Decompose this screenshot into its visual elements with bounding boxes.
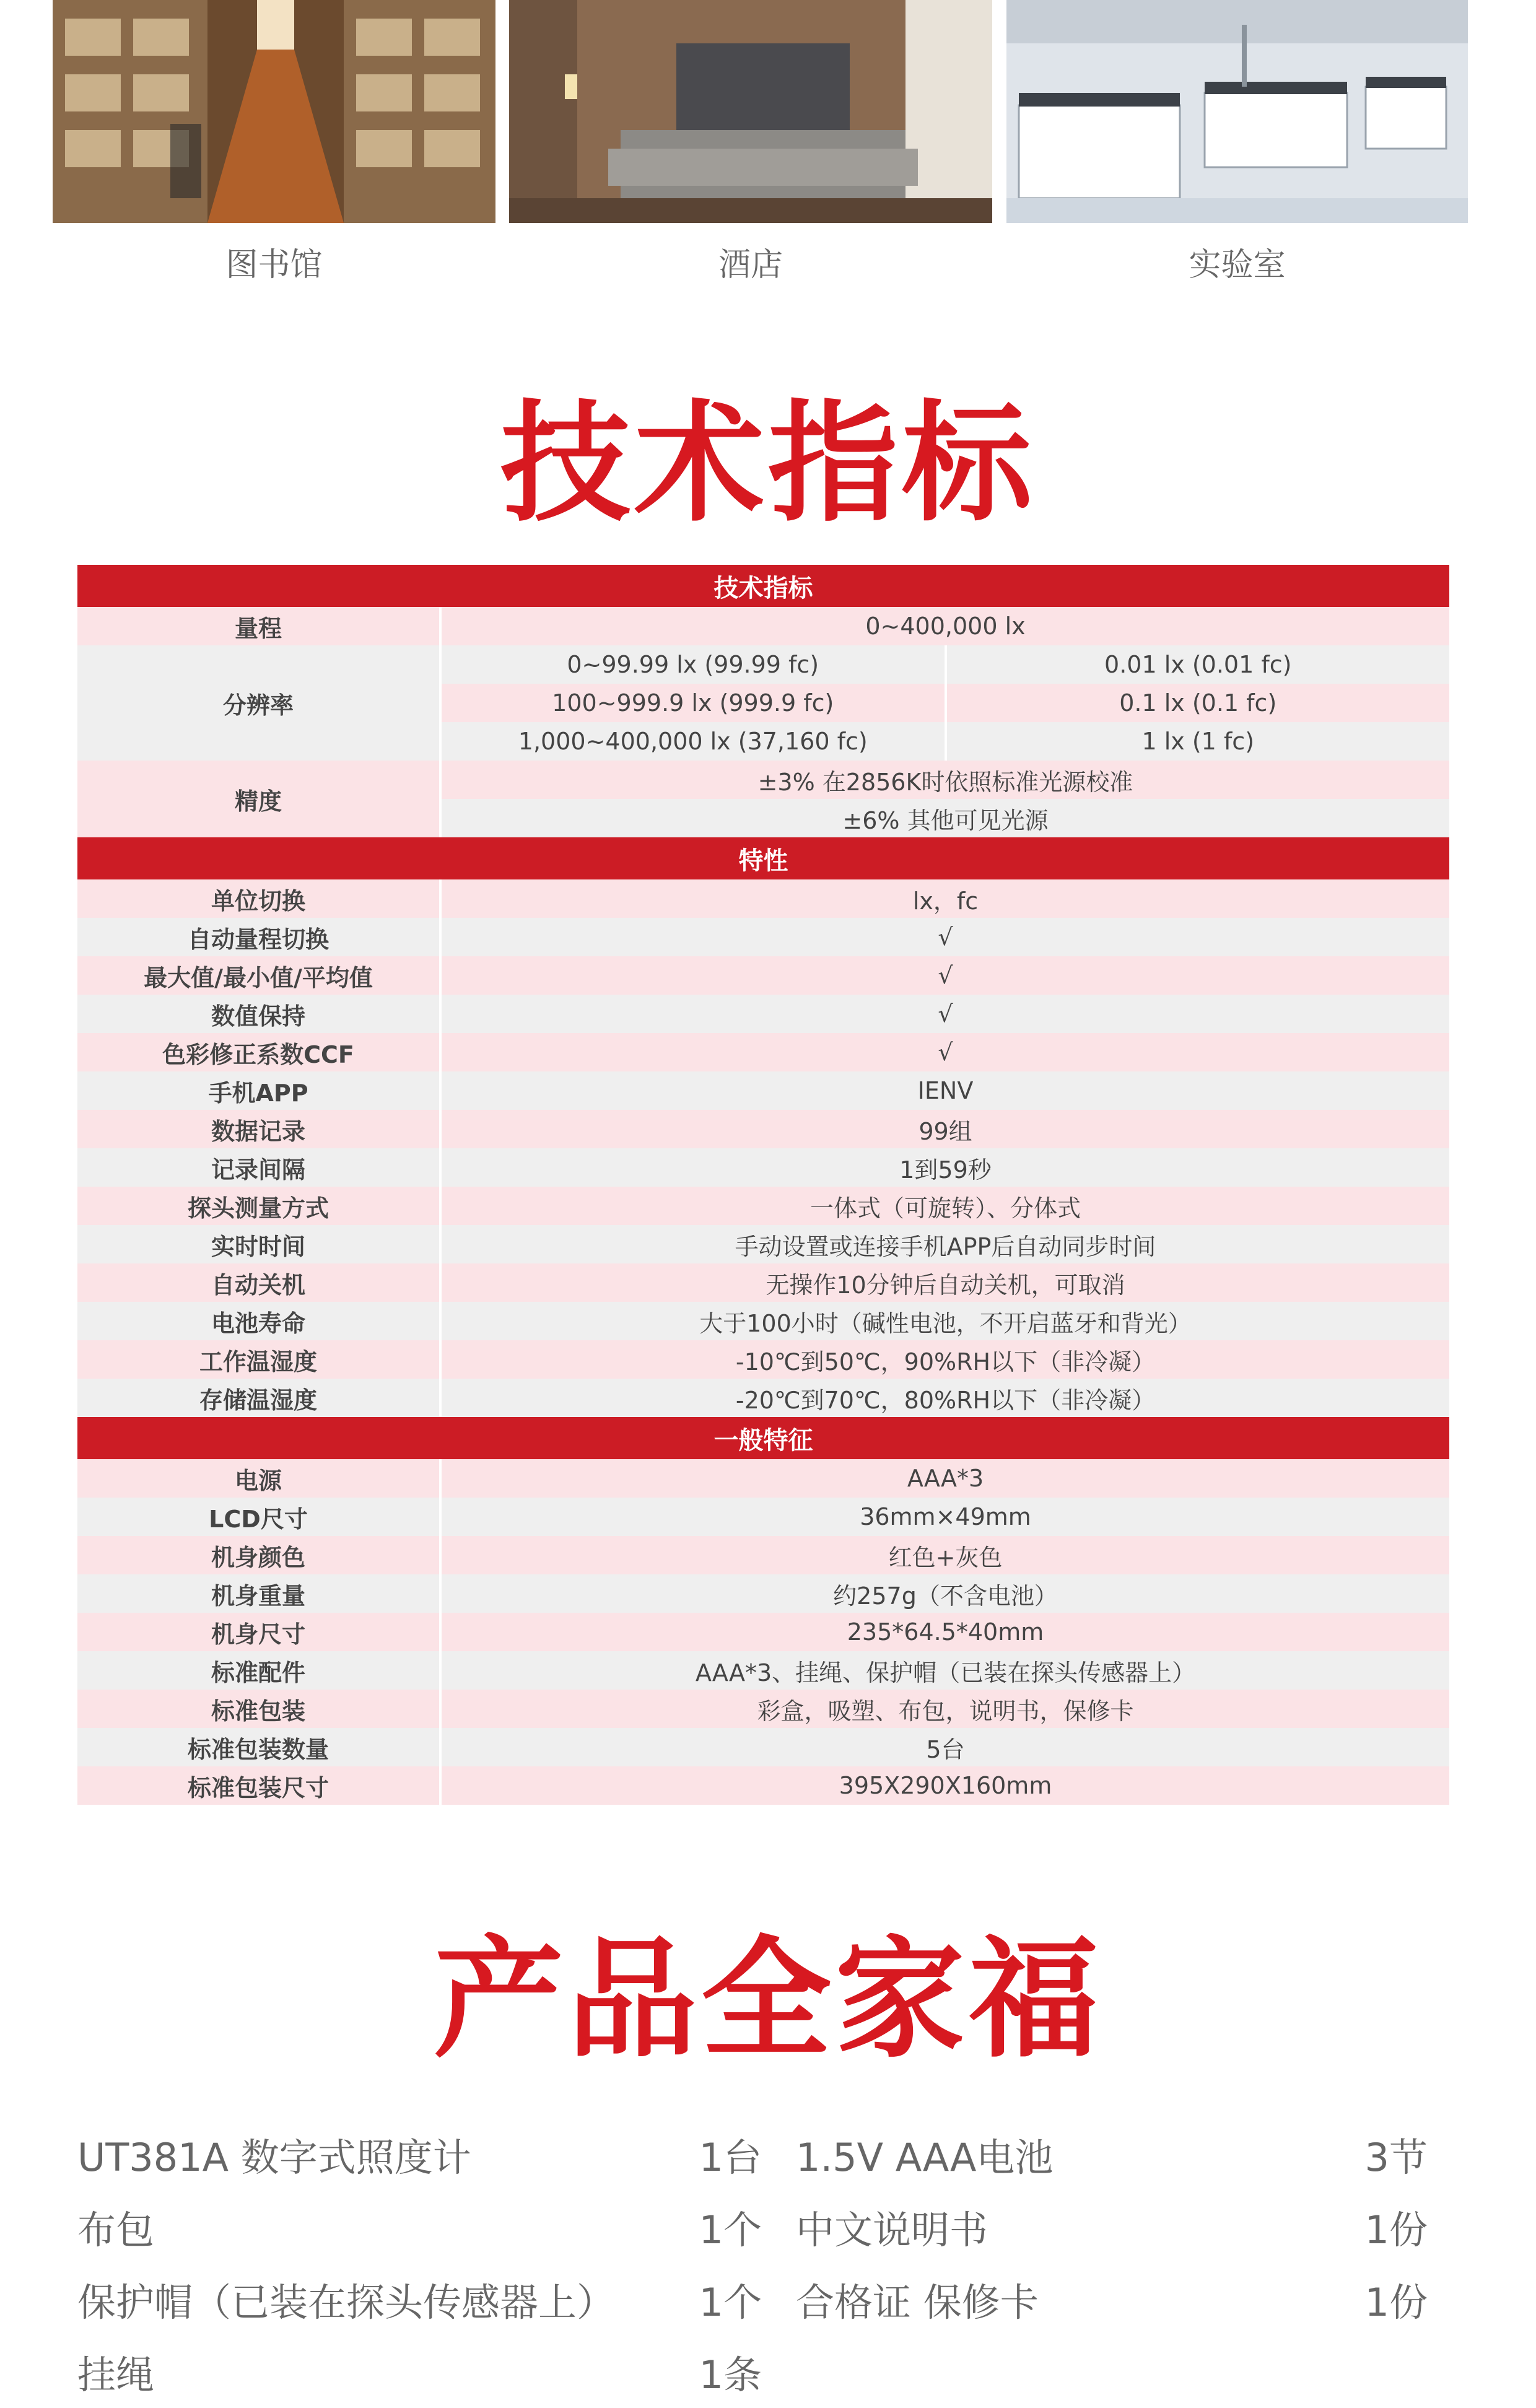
spec-group-accuracy bbox=[77, 761, 1449, 837]
spec-label: 分辨率 bbox=[77, 645, 442, 761]
spec-row bbox=[77, 1302, 1449, 1340]
spec-value: AAA*3、挂绳、保护帽（已装在探头传感器上） bbox=[695, 1659, 1196, 1686]
spec-label: 自动量程切换 bbox=[77, 918, 442, 956]
spec-value: 无操作10分钟后自动关机，可取消 bbox=[766, 1271, 1125, 1299]
family-section-title: 产品全家福 bbox=[433, 1924, 1102, 2075]
spec-row bbox=[77, 995, 1449, 1033]
spec-value: 0~400,000 lx bbox=[865, 613, 1026, 640]
resolution-row bbox=[442, 722, 1449, 761]
resolution-value: 0.1 lx (0.1 fc) bbox=[945, 684, 1450, 722]
resolution-range: 1,000~400,000 lx (37,160 fc) bbox=[518, 728, 868, 755]
accessory-name: 合格证 保修卡 bbox=[796, 2280, 1039, 2325]
spec-value: lx，fc bbox=[912, 887, 979, 915]
resolution-value: 0.01 lx (0.01 fc) bbox=[945, 645, 1450, 684]
spec-label: 数据记录 bbox=[77, 1110, 442, 1148]
spec-value: 约257g（不含电池） bbox=[833, 1582, 1058, 1610]
spec-row bbox=[77, 1459, 1449, 1498]
spec-label: 手机APP bbox=[77, 1071, 442, 1110]
spec-label: 机身尺寸 bbox=[77, 1613, 442, 1651]
spec-row bbox=[77, 1340, 1449, 1379]
spec-group-resolution bbox=[77, 645, 1449, 761]
spec-header-features: 特性 bbox=[77, 837, 1449, 879]
spec-label: 标准包装数量 bbox=[77, 1728, 442, 1766]
lab-photo bbox=[1006, 0, 1468, 223]
spec-row-range bbox=[77, 607, 1449, 645]
accessory-qty: 1条 bbox=[699, 2352, 762, 2397]
accessory-name: 布包 bbox=[77, 2207, 155, 2253]
spec-label: 量程 bbox=[77, 607, 442, 645]
resolution-value: 1 lx (1 fc) bbox=[945, 722, 1450, 761]
accessory-qty: 1份 bbox=[1364, 2280, 1428, 2325]
spec-row bbox=[77, 1613, 1449, 1651]
spec-value: 彩盒，吸塑、布包，说明书，保修卡 bbox=[757, 1697, 1134, 1725]
spec-value: √ bbox=[938, 962, 953, 989]
accessory-item bbox=[796, 2191, 1428, 2263]
spec-label: 电池寿命 bbox=[77, 1302, 442, 1340]
spec-label: 记录间隔 bbox=[77, 1148, 442, 1187]
spec-label: 精度 bbox=[77, 761, 442, 837]
spec-value: IENV bbox=[917, 1077, 974, 1104]
accuracy-row bbox=[442, 761, 1449, 799]
spec-row bbox=[77, 1498, 1449, 1536]
resolution-range: 0~99.99 lx (99.99 fc) bbox=[567, 651, 819, 678]
spec-label: 机身重量 bbox=[77, 1574, 442, 1613]
spec-value: 一体式（可旋转）、分体式 bbox=[809, 1194, 1081, 1222]
spec-label: 工作温湿度 bbox=[77, 1340, 442, 1379]
spec-row bbox=[77, 956, 1449, 995]
features-rows bbox=[77, 879, 1449, 1417]
spec-value: √ bbox=[938, 1000, 953, 1027]
accessory-qty: 1个 bbox=[699, 2207, 762, 2253]
resolution-range: 100~999.9 lx (999.9 fc) bbox=[552, 689, 834, 717]
accessory-name: 保护帽（已装在探头传感器上） bbox=[77, 2280, 616, 2325]
accessory-name: UT381A 数字式照度计 bbox=[77, 2135, 471, 2180]
spec-header-general: 一般特征 bbox=[77, 1417, 1449, 1459]
spec-label: 单位切换 bbox=[77, 879, 442, 918]
accessory-name: 挂绳 bbox=[77, 2352, 155, 2397]
hotel-photo bbox=[509, 0, 992, 223]
specs-section-title: 技术指标 bbox=[500, 388, 1036, 539]
accessory-qty: 3节 bbox=[1364, 2135, 1428, 2180]
resolution-row bbox=[442, 645, 1449, 684]
spec-row bbox=[77, 1690, 1449, 1728]
accessory-item bbox=[77, 2336, 762, 2408]
spec-label: 数值保持 bbox=[77, 995, 442, 1033]
spec-row bbox=[77, 918, 1449, 956]
library-photo bbox=[53, 0, 495, 223]
spec-row bbox=[77, 1536, 1449, 1574]
spec-row bbox=[77, 1728, 1449, 1766]
spec-value: √ bbox=[938, 1039, 953, 1066]
hotel-caption: 酒店 bbox=[718, 246, 783, 284]
spec-label: 标准包装 bbox=[77, 1690, 442, 1728]
resolution-row bbox=[442, 684, 1449, 722]
spec-value: 5台 bbox=[926, 1735, 965, 1763]
spec-value: 手动设置或连接手机APP后自动同步时间 bbox=[735, 1232, 1156, 1260]
accuracy-row bbox=[442, 799, 1449, 837]
general-rows bbox=[77, 1459, 1449, 1805]
spec-value: 36mm×49mm bbox=[860, 1503, 1031, 1530]
accessory-item bbox=[77, 2263, 762, 2336]
spec-value: AAA*3 bbox=[907, 1465, 984, 1492]
spec-label: 标准包装尺寸 bbox=[77, 1766, 442, 1805]
spec-value: 大于100小时（碱性电池，不开启蓝牙和背光） bbox=[699, 1309, 1192, 1337]
spec-value: -20℃到70℃，80%RH以下（非冷凝） bbox=[735, 1386, 1156, 1414]
spec-label: 色彩修正系数CCF bbox=[77, 1033, 442, 1071]
spec-row bbox=[77, 1574, 1449, 1613]
spec-label: 标准配件 bbox=[77, 1651, 442, 1690]
spec-row bbox=[77, 1379, 1449, 1417]
spec-value: 红色+灰色 bbox=[888, 1543, 1003, 1571]
accuracy-value: ±3% 在2856K时依照标准光源校准 bbox=[757, 768, 1133, 796]
accessory-qty: 1个 bbox=[699, 2280, 762, 2325]
spec-row bbox=[77, 1263, 1449, 1302]
accessories-left-list bbox=[77, 2118, 762, 2408]
spec-row bbox=[77, 1110, 1449, 1148]
spec-row bbox=[77, 1187, 1449, 1225]
spec-value: 1到59秒 bbox=[899, 1156, 992, 1184]
spec-header-tech: 技术指标 bbox=[77, 565, 1449, 607]
accessory-name: 1.5V AAA电池 bbox=[796, 2135, 1054, 2180]
accessory-qty: 1份 bbox=[1364, 2207, 1428, 2253]
spec-row bbox=[77, 879, 1449, 918]
accessory-qty: 1台 bbox=[699, 2135, 762, 2180]
spec-value: 99组 bbox=[919, 1117, 972, 1145]
spec-row bbox=[77, 1071, 1449, 1110]
accessories-right-list bbox=[796, 2118, 1428, 2336]
spec-label: 自动关机 bbox=[77, 1263, 442, 1302]
spec-label: 存储温湿度 bbox=[77, 1379, 442, 1417]
spec-row bbox=[77, 1766, 1449, 1805]
spec-value: 235*64.5*40mm bbox=[847, 1618, 1044, 1646]
library-caption: 图书馆 bbox=[225, 246, 323, 284]
spec-row bbox=[77, 1033, 1449, 1071]
spec-label: 实时时间 bbox=[77, 1225, 442, 1263]
accessory-item bbox=[77, 2118, 762, 2191]
spec-label: LCD尺寸 bbox=[77, 1498, 442, 1536]
spec-label: 机身颜色 bbox=[77, 1536, 442, 1574]
spec-label: 电源 bbox=[77, 1459, 442, 1498]
accuracy-value: ±6% 其他可见光源 bbox=[842, 806, 1049, 834]
spec-value: √ bbox=[938, 923, 953, 951]
accessory-name: 中文说明书 bbox=[796, 2207, 988, 2253]
accessory-item bbox=[77, 2191, 762, 2263]
spec-row bbox=[77, 1148, 1449, 1187]
accessory-item bbox=[796, 2118, 1428, 2191]
lab-caption: 实验室 bbox=[1189, 246, 1286, 284]
spec-row bbox=[77, 1225, 1449, 1263]
spec-label: 探头测量方式 bbox=[77, 1187, 442, 1225]
accessory-item bbox=[796, 2263, 1428, 2336]
spec-value: -10℃到50℃，90%RH以下（非冷凝） bbox=[735, 1348, 1156, 1376]
spec-row bbox=[77, 1651, 1449, 1690]
spec-value: 395X290X160mm bbox=[839, 1772, 1052, 1799]
spec-label: 最大值/最小值/平均值 bbox=[77, 956, 442, 995]
spec-table bbox=[77, 565, 1449, 1805]
